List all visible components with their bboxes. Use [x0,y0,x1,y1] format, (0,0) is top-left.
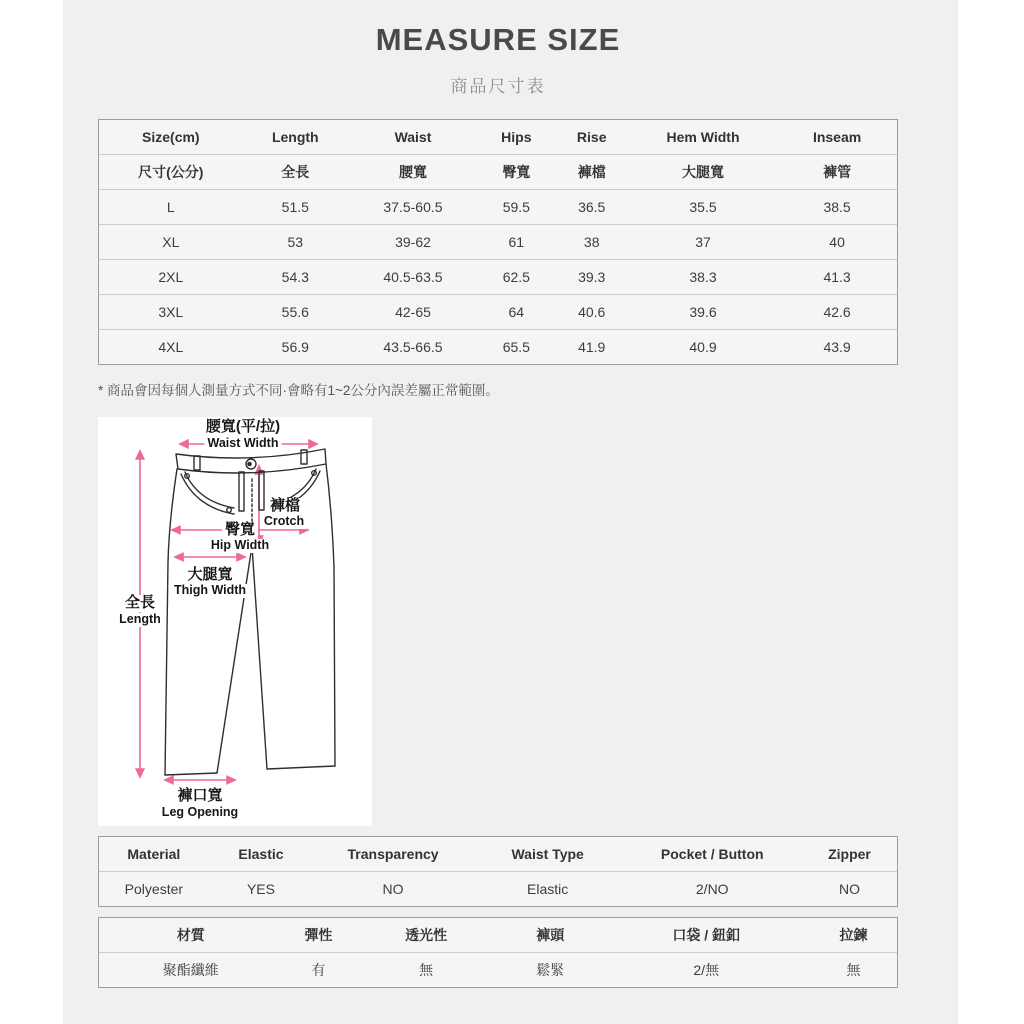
material-col-header: 材質 [176,927,205,943]
size-table-row-3xl [99,294,897,329]
size-cell: 38 [583,234,600,250]
material-table-en-header-row [99,837,897,871]
size-cell: 62.5 [502,269,530,285]
material-col-header: Material [127,846,181,862]
size-cell: 39.3 [578,269,606,285]
size-cell: 61 [508,234,525,250]
size-cell: 40 [829,234,845,250]
length-label-zh: 全長 [122,595,158,612]
material-cell: 鬆緊 [536,962,565,978]
material-cell: 無 [419,962,434,978]
material-col-header: Pocket / Button [660,846,764,862]
size-cell: 64 [508,304,525,320]
size-col-header: 大腿寬 [682,164,725,180]
size-cell: 51.5 [281,199,309,215]
page-title: MEASURE SIZE [375,22,621,57]
size-table [98,119,898,365]
material-cell: 2/NO [695,881,729,897]
size-col-header: Rise [576,129,607,145]
size-table-row-xl [99,224,897,259]
size-cell: 59.5 [502,199,530,215]
size-col-header: Size(cm) [142,129,200,145]
material-cell: NO [382,881,404,897]
thigh-width-label-zh: 大腿寬 [184,567,235,584]
material-col-header: Waist Type [511,846,584,862]
material-cell: Elastic [527,881,569,897]
size-col-header: Hips [501,129,532,145]
size-cell: 39.6 [689,304,717,320]
size-table-header-row-en [99,120,897,154]
size-cell: 56.9 [281,339,309,355]
size-col-header: 全長 [281,164,310,180]
size-col-header: 尺寸(公分) [138,164,204,180]
size-cell: 40.6 [578,304,606,320]
size-col-header: Length [271,129,319,145]
hip-width-label-en: Hip Width [208,539,272,553]
material-cell: YES [246,881,275,897]
size-cell: 3XL [158,304,184,320]
size-table-header-row-zh [99,154,897,189]
size-col-header: Waist [394,129,432,145]
size-col-header: Hem Width [666,129,740,145]
thigh-width-label-en: Thigh Width [171,584,249,598]
material-col-header: Transparency [347,846,439,862]
size-cell: 40.5-63.5 [383,269,443,285]
material-table-zh-value-row [99,952,897,987]
size-cell: 55.6 [281,304,309,320]
size-cell: 41.3 [823,269,851,285]
leg-opening-label-zh: 褲口寬 [174,788,225,805]
waist-width-label-zh: 腰寬(平/拉) [203,419,283,436]
hip-width-label-zh: 臀寬 [222,522,258,539]
material-table-en-value-row [99,871,897,906]
size-cell: 43.5-66.5 [383,339,443,355]
page-subtitle: 商品尺寸表 [450,77,546,96]
waist-width-label-en: Waist Width [205,437,282,451]
size-cell: 54.3 [281,269,309,285]
material-col-header: 口袋 / 鈕釦 [672,927,741,943]
length-label-en: Length [116,613,164,627]
size-cell: 43.9 [823,339,851,355]
size-cell: 4XL [158,339,184,355]
pants-measurement-diagram [98,417,372,826]
size-cell: L [166,199,175,215]
size-cell: 41.9 [578,339,606,355]
size-table-row-2xl [99,259,897,294]
material-col-header: 透光性 [405,927,448,943]
size-cell: XL [162,234,180,250]
measurement-note: * 商品會因每個人測量方式不同·會略有1~2公分內誤差屬正常範圍。 [98,383,499,398]
material-col-header: 拉鍊 [839,927,868,943]
material-col-header: Elastic [238,846,284,862]
size-col-header: 腰寬 [398,164,427,180]
size-cell: 36.5 [578,199,606,215]
size-cell: 38.3 [689,269,717,285]
material-table-zh [98,917,898,988]
size-cell: 42.6 [823,304,851,320]
size-col-header: 褲檔 [577,164,606,180]
size-cell: 65.5 [502,339,530,355]
material-cell: Polyester [124,881,184,897]
size-cell: 37.5-60.5 [383,199,443,215]
material-cell: 2/無 [693,962,720,978]
size-col-header: 褲管 [823,164,852,180]
size-cell: 35.5 [689,199,717,215]
material-cell: 聚酯纖維 [162,962,219,978]
crotch-label-zh: 褲檔 [267,498,303,515]
size-col-header: 臀寬 [502,164,531,180]
size-table-row-l [99,189,897,224]
size-cell: 38.5 [823,199,851,215]
size-cell: 39-62 [395,234,431,250]
size-cell: 53 [287,234,304,250]
leg-opening-label-en: Leg Opening [159,806,241,820]
material-cell: NO [838,881,860,897]
material-col-header: 褲頭 [536,927,565,943]
crotch-label-en: Crotch [261,515,307,529]
size-cell: 40.9 [689,339,717,355]
size-table-row-4xl [99,329,897,364]
size-col-header: Inseam [812,129,862,145]
size-cell: 2XL [158,269,184,285]
size-cell: 42-65 [395,304,431,320]
material-cell: 無 [846,962,861,978]
material-col-header: Zipper [828,846,871,862]
material-cell: 有 [311,962,326,978]
material-table-zh-header-row [99,918,897,952]
material-col-header: 彈性 [304,927,333,943]
material-table-en [98,836,898,907]
size-cell: 37 [695,234,711,250]
